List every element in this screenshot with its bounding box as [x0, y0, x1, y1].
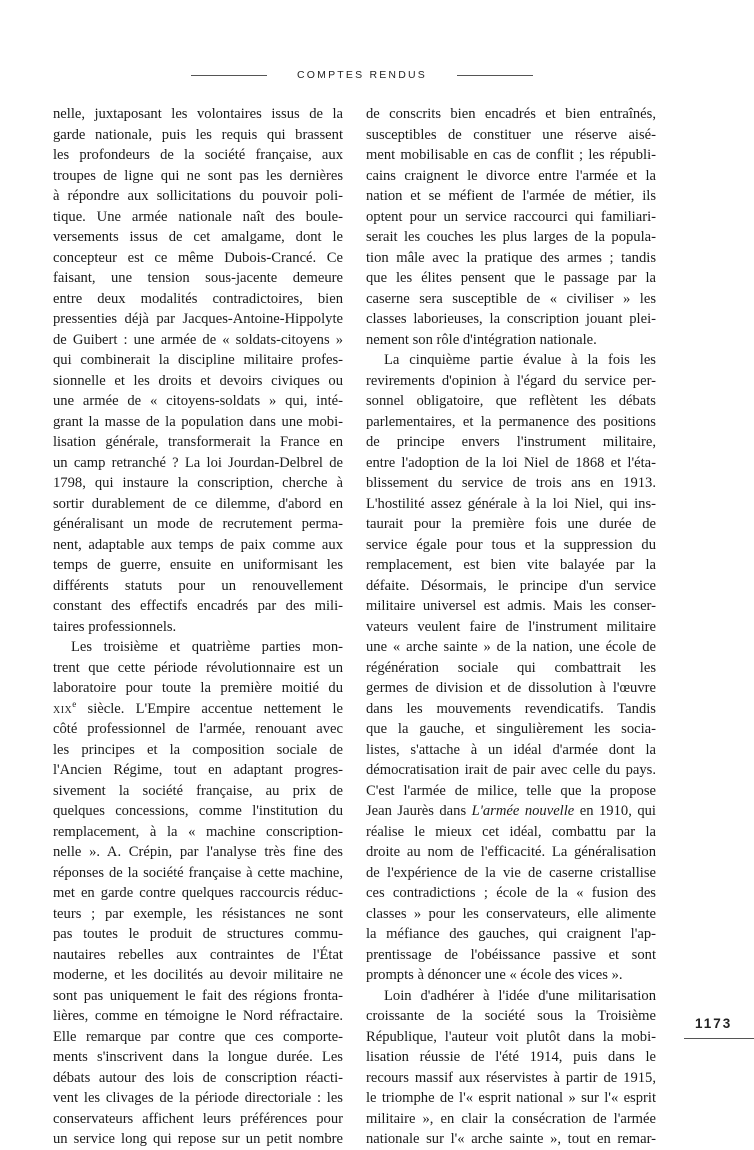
text-line: moderne, et les docilités au devoir militaire ne	[53, 967, 343, 983]
text-line: blissement du service de trois ans en 1913.	[366, 475, 656, 491]
text-line: prentissage de l'obéissance passive et sont	[366, 946, 656, 963]
text-line: démocratisation irait de pair avec celle du pays.	[366, 762, 656, 778]
text-line: une « arche sainte » de la nation, une école de	[366, 639, 656, 655]
text-line: dans les mouvements revendicatifs. Tandis	[366, 700, 656, 717]
page-number-rule	[684, 1038, 754, 1039]
text-line: régénération sociale qui combattrait les	[366, 659, 656, 676]
text-line: un camp retranché ? La loi Jourdan-Delbrel de	[53, 454, 343, 471]
text-line: 1798, qui instaure la conscription, cherche à	[53, 475, 343, 491]
text-line: lisation générale, transformerait la France en	[53, 434, 343, 450]
text-line: laboratoire pour toute la première moitié du	[53, 680, 343, 696]
text-line: militaire », en clair la consécration de l'armée	[366, 1110, 656, 1127]
text-line: sortir durablement de ce dilemme, d'abord en	[53, 495, 343, 512]
text-line: vateurs veulent faire de l'instrument militaire	[366, 618, 656, 635]
right-column	[366, 104, 656, 1150]
text-line: débats autour des lois de conscription réacti-	[53, 1069, 343, 1086]
text-line: revirements d'opinion à l'égard du service per-	[366, 372, 656, 389]
text-line: tion mâle avec la pratique des armes ; tandis	[366, 249, 656, 266]
text-line: listes, s'attache à un idéal d'armée dont la	[366, 741, 656, 758]
text-line: temps de guerre, ensuite en uniformisant les	[53, 557, 343, 573]
text-line: teurs ; par exemple, les résistances ne sont	[53, 905, 343, 922]
text-line: de principe envers l'instrument militaire,	[366, 434, 656, 450]
text-line: les profondeurs de la société française, aux	[53, 147, 343, 163]
text-line: de conscrits bien encadrés et bien entraînés,	[366, 106, 656, 122]
text-line: sionnelle et les droits et devoirs civiques ou	[53, 372, 343, 389]
text-line: sonnel obligatoire, que reflètent les débats	[366, 393, 656, 409]
text-line: sivement la société française, au prix de	[53, 782, 343, 799]
text-line: que les élites pensent que le passage par la	[366, 270, 656, 286]
text-line: faisant, une tension sous-jacente demeure	[53, 270, 343, 286]
text-line: entre deux modalités contradictoires, bien	[53, 290, 343, 307]
text-line: serait les couches les plus larges de la popula-	[366, 229, 656, 245]
text-line: côté professionnel de l'armée, renouant avec	[53, 721, 343, 737]
text-line: République, l'auteur voit plutôt dans la mobi-	[366, 1028, 656, 1045]
text-line: lières, comme en témoigne le Nord réfractaire.	[53, 1008, 343, 1024]
text-line: parlementaires, et la permanence des positions	[366, 413, 656, 430]
text-line: défaite. Désormais, le principe d'un service	[366, 577, 656, 594]
text-line: droite au nom de l'efficacité. La généralisation	[366, 844, 656, 860]
text-line: différents statuts pour un renouvellement	[53, 577, 343, 594]
text-line: que la gauche, et singulièrement les socia-	[366, 721, 656, 737]
text-line: ment mobilisable en cas de conflit ; les républi-	[366, 147, 656, 163]
text-line: l'Ancien Régime, tout en adaptant progres-	[53, 762, 343, 778]
text-line: généralisant un mode de recrutement perma-	[53, 516, 343, 532]
text-line: met en garde contre quelques raccourcis réduc-	[53, 885, 343, 901]
text-line: nation et se méfient de l'armée de métier, ils	[366, 188, 656, 204]
text-line: remplacement, est bien vite balayée par la	[366, 557, 656, 573]
text-line: Loin d'adhérer à l'idée d'une militarisation	[384, 987, 656, 1004]
text-line: les principes et la composition sociale de	[53, 741, 343, 758]
text-line: nautaires rebelles aux contraintes de l'État	[53, 946, 343, 963]
text-line: garde nationale, puis les requis qui brassent	[53, 126, 343, 143]
text-line: la méfiance des gauches, qui craignent l'ap-	[366, 926, 656, 942]
text-line: un service long qui repose sur un petit nombre	[53, 1131, 343, 1147]
text-line: nelle ». A. Crépin, par l'analyse très fine des	[53, 844, 343, 860]
text-line: de Guibert : une armée de « soldats-citoyens »	[53, 331, 343, 348]
text-line: nement son rôle d'intégration nationale.	[366, 331, 597, 348]
text-line: service égale pour tous et la suppression du	[366, 536, 656, 553]
text-line: pressenties déjà par Jacques-Antoine-Hippolyte	[53, 311, 343, 327]
text-line: taires professionnels.	[53, 618, 177, 635]
text-line: Jean Jaurès dans L'armée nouvelle en 1910, qui	[366, 803, 656, 819]
text-line: sont pas uniquement le fait des régions fronta-	[53, 987, 343, 1004]
text-line: réponses de la société française à cette machine,	[53, 864, 343, 881]
left-column	[53, 104, 343, 1150]
text-line: croissante de la société sous la Troisième	[366, 1008, 656, 1024]
text-line: réalise le mieux cet idéal, combattu par la	[366, 823, 656, 840]
text-line: versements issus de cet amalgame, dont le	[53, 229, 343, 245]
text-line: optent pour un service raccourci qui familiari-	[366, 208, 656, 225]
text-line: entre l'adoption de la loi Niel de 1868 et l'éta-	[366, 454, 656, 471]
text-line: nent, adaptable aux temps de paix comme aux	[53, 536, 343, 553]
text-line: classes » pour les conservateurs, elle alimente	[366, 905, 656, 922]
text-line: trent que cette période révolutionnaire est un	[53, 659, 343, 676]
text-line: troupes de ligne qui ne sont pas les dernières	[53, 167, 343, 184]
text-line: pas toutes le produit de structures commu-	[53, 926, 343, 942]
text-line: à répondre aux sollicitations du pouvoir poli-	[53, 188, 343, 204]
text-line: prompts à dénoncer une « école des vices ».	[366, 967, 623, 983]
text-line: conservateurs affichent leurs préférences pour	[53, 1110, 343, 1127]
header-title: COMPTES RENDUS	[297, 69, 427, 81]
text-line: grant la masse de la population dans une mobi-	[53, 413, 343, 430]
text-line: ments s'inscrivent dans la longue durée. Les	[53, 1049, 343, 1065]
text-line: xix$^e$ siècle. L'Empire accentue nettement le	[53, 698, 343, 717]
text-line: militaire universel est admis. Mais les conser-	[366, 598, 656, 614]
text-line: taurait pour la première fois une durée de	[366, 516, 656, 532]
text-line: qui combinerait la discipline militaire profes-	[53, 352, 343, 368]
text-line: tique. Une armée nationale naît des boule-	[53, 208, 343, 225]
text-line: germes de division et de dissolution à l'œuvre	[366, 680, 656, 696]
text-line: C'est l'armée de milice, telle que la propose	[366, 782, 656, 799]
text-line: vent les clivages de la période directoriale : les	[53, 1090, 343, 1106]
text-line: constant des effectifs encadrés par des mili-	[53, 598, 343, 614]
text-line: concepteur est ce même Dubois-Crancé. Ce	[53, 249, 343, 266]
text-line: de l'expérience de la vie de caserne cristallise	[366, 864, 656, 881]
running-header	[180, 67, 544, 83]
text-line: L'hostilité assez générale à la loi Niel, qui ins-	[366, 495, 656, 512]
text-line: quelques concessions, comme l'institution du	[53, 803, 343, 819]
text-line: caserne sera susceptible de « civiliser » les	[366, 290, 656, 307]
text-line: Elle remarque par contre que ces comporte-	[53, 1028, 343, 1045]
header-rule-left	[191, 75, 267, 76]
text-line: cains craignent le divorce entre l'armée et la	[366, 167, 656, 184]
text-line: classes laborieuses, la conscription jouant plei-	[366, 311, 656, 327]
header-rule-right	[457, 75, 533, 76]
text-line: nationale sur l'« arche sainte », tout en remar-	[366, 1131, 656, 1147]
text-line: La cinquième partie évalue à la fois les	[384, 352, 656, 368]
text-line: remplacement, à la « machine conscription-	[53, 823, 343, 840]
text-line: Les troisième et quatrième parties mon-	[71, 639, 343, 655]
text-line: recours massif aux réservistes à partir de 1915,	[366, 1069, 656, 1086]
text-line: lisation réussie de l'été 1914, puis dans le	[366, 1049, 656, 1065]
text-line: susceptibles de constituer une réserve aisé-	[366, 126, 656, 143]
page-number: 1173	[695, 1016, 733, 1031]
text-line: une armée de « citoyens-soldats » qui, inté-	[53, 393, 343, 409]
text-line: ces contradictions ; école de la « fusion des	[366, 885, 656, 901]
text-line: nelle, juxtaposant les volontaires issus de la	[53, 106, 343, 122]
text-line: le triomphe de l'« esprit national » sur l'« esprit	[366, 1090, 656, 1106]
